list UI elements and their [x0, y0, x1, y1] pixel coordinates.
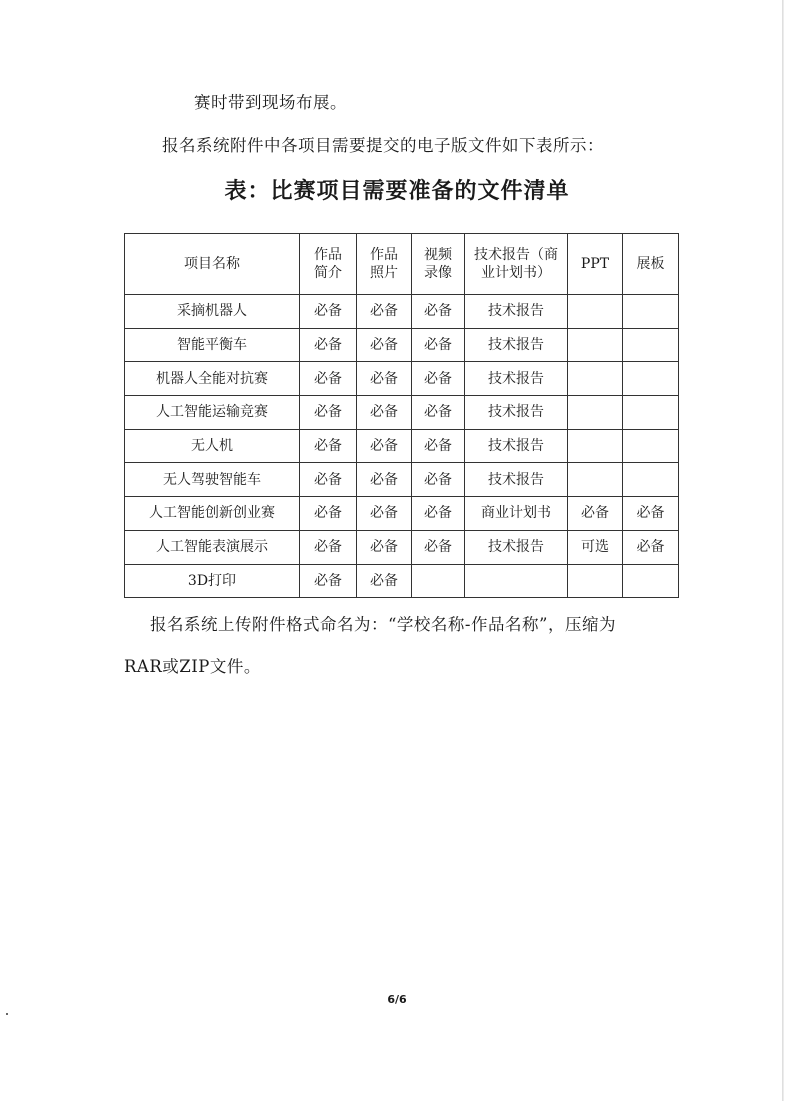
- requirement-cell: 必备: [300, 530, 357, 564]
- requirement-cell: 必备: [300, 564, 357, 598]
- requirement-cell: [412, 564, 465, 598]
- requirement-cell: 必备: [300, 497, 357, 531]
- requirement-cell: 必备: [623, 530, 679, 564]
- requirement-cell: 必备: [412, 497, 465, 531]
- requirement-cell: 技术报告: [465, 530, 568, 564]
- requirement-cell: 必备: [412, 463, 465, 497]
- table-row: [125, 463, 679, 497]
- project-name-cell: 人工智能运输竞赛: [125, 396, 300, 430]
- requirement-cell: 必备: [412, 328, 465, 362]
- requirement-cell: 技术报告: [465, 463, 568, 497]
- requirement-cell: [623, 564, 679, 598]
- naming-paragraph-line2: RAR或ZIP文件。: [124, 657, 261, 676]
- table-row: [125, 295, 679, 329]
- requirement-cell: [568, 328, 623, 362]
- requirement-cell: 技术报告: [465, 396, 568, 430]
- table-row: [125, 328, 679, 362]
- requirement-cell: [623, 362, 679, 396]
- requirement-cell: 必备: [357, 463, 412, 497]
- requirement-cell: 商业计划书: [465, 497, 568, 531]
- requirement-cell: 必备: [412, 396, 465, 430]
- table-row: [125, 429, 679, 463]
- requirement-cell: 必备: [357, 328, 412, 362]
- requirement-cell: [568, 396, 623, 430]
- requirement-cell: [568, 295, 623, 329]
- requirement-cell: 必备: [357, 295, 412, 329]
- header-cell: 作品照片: [357, 234, 412, 295]
- requirement-cell: [568, 463, 623, 497]
- header-cell: 作品简介: [300, 234, 357, 295]
- requirement-cell: 技术报告: [465, 295, 568, 329]
- project-name-cell: 无人机: [125, 429, 300, 463]
- requirement-cell: [568, 564, 623, 598]
- requirement-cell: [623, 396, 679, 430]
- header-cell: 视频录像: [412, 234, 465, 295]
- project-name-cell: 采摘机器人: [125, 295, 300, 329]
- header-cell: 技术报告（商业计划书）: [465, 234, 568, 295]
- requirement-cell: 必备: [357, 429, 412, 463]
- page-edge: [782, 0, 784, 1101]
- requirement-cell: 必备: [412, 530, 465, 564]
- requirement-cell: [623, 295, 679, 329]
- requirement-cell: 必备: [412, 362, 465, 396]
- requirement-cell: 必备: [300, 463, 357, 497]
- project-name-cell: 机器人全能对抗赛: [125, 362, 300, 396]
- requirement-cell: 必备: [623, 497, 679, 531]
- requirement-cell: 必备: [357, 362, 412, 396]
- requirement-cell: 必备: [412, 295, 465, 329]
- requirement-cell: 必备: [357, 497, 412, 531]
- project-name-cell: 人工智能表演展示: [125, 530, 300, 564]
- requirement-cell: [465, 564, 568, 598]
- table-header-row: [125, 234, 679, 295]
- requirement-cell: [568, 429, 623, 463]
- project-name-cell: 无人驾驶智能车: [125, 463, 300, 497]
- continuation-paragraph: 赛时带到现场布展。: [194, 93, 347, 112]
- table-row: [125, 564, 679, 598]
- naming-paragraph-line1: 报名系统上传附件格式命名为：“学校名称-作品名称”，压缩为: [150, 615, 616, 634]
- requirement-cell: 可选: [568, 530, 623, 564]
- requirement-cell: [623, 328, 679, 362]
- table-row: [125, 530, 679, 564]
- table-row: [125, 362, 679, 396]
- requirement-cell: [623, 463, 679, 497]
- requirement-cell: 必备: [300, 362, 357, 396]
- requirement-cell: [623, 429, 679, 463]
- requirement-cell: 技术报告: [465, 429, 568, 463]
- requirement-cell: 必备: [568, 497, 623, 531]
- header-cell: PPT: [568, 234, 623, 295]
- table-title: 表：比赛项目需要准备的文件清单: [224, 179, 570, 204]
- requirement-cell: 必备: [357, 396, 412, 430]
- project-name-cell: 人工智能创新创业赛: [125, 497, 300, 531]
- requirement-cell: 必备: [357, 564, 412, 598]
- requirement-cell: 必备: [300, 396, 357, 430]
- intro-paragraph: 报名系统附件中各项目需要提交的电子版文件如下表所示：: [162, 136, 604, 155]
- scan-speck: [6, 1013, 8, 1015]
- header-cell: 展板: [623, 234, 679, 295]
- requirement-cell: 技术报告: [465, 328, 568, 362]
- project-name-cell: 智能平衡车: [125, 328, 300, 362]
- requirement-cell: 必备: [300, 429, 357, 463]
- requirement-cell: 技术报告: [465, 362, 568, 396]
- page-number: 6/6: [387, 993, 407, 1006]
- requirement-cell: [568, 362, 623, 396]
- requirement-cell: 必备: [412, 429, 465, 463]
- requirement-cell: 必备: [300, 295, 357, 329]
- project-name-cell: 3D打印: [125, 564, 300, 598]
- table-row: [125, 497, 679, 531]
- table-row: [125, 396, 679, 430]
- requirement-cell: 必备: [300, 328, 357, 362]
- requirement-cell: 必备: [357, 530, 412, 564]
- header-cell: 项目名称: [125, 234, 300, 295]
- file-checklist-table: [124, 233, 679, 598]
